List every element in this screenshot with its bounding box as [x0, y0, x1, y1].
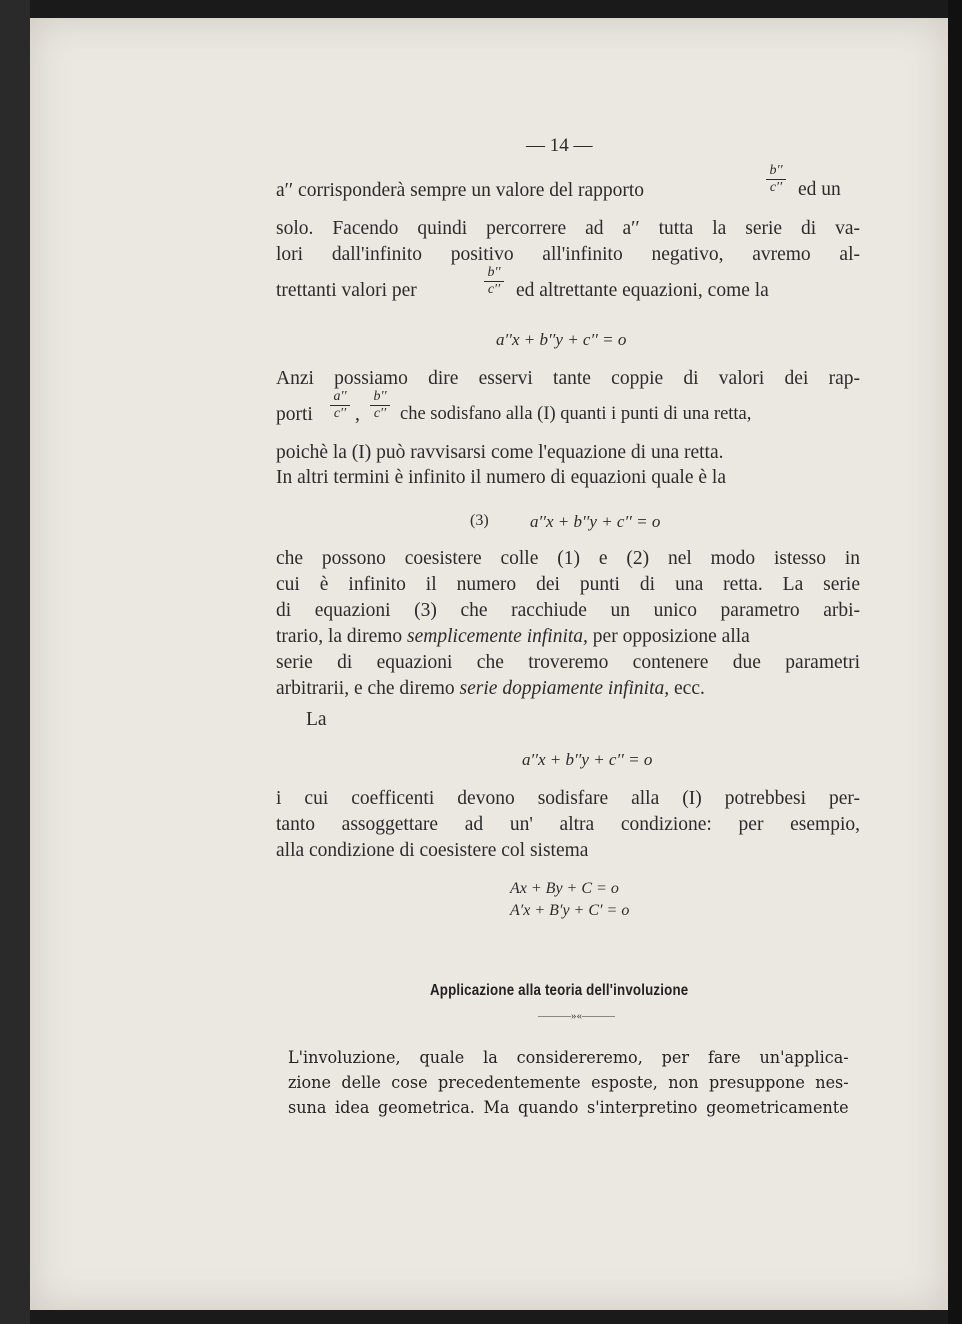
- fraction-a-over-c: [330, 390, 350, 421]
- fraction-numerator: a′′: [333, 389, 347, 404]
- text-line-15: serie di equazioni che troveremo contenere due parametri: [276, 652, 860, 673]
- text-line-4-b: ed altrettante equazioni, come la: [516, 280, 769, 301]
- text-line-14-c: per opposizione alla: [592, 626, 750, 647]
- text-line-13: di equazioni (3) che racchiude un unico parametro arbi-: [276, 600, 860, 621]
- fraction-denominator: c′′: [487, 282, 501, 297]
- text-line-2: solo. Facendo quindi percorrere ad a′′ tutta la serie di va-: [276, 218, 860, 239]
- text-line-21: alla condizione di coesistere col sistema: [276, 840, 589, 861]
- fraction-numerator: b′′: [769, 163, 783, 178]
- fraction-denominator: c′′: [373, 406, 387, 421]
- text-line-8: poichè la (I) può ravvisarsi come l'equazione di una retta.: [276, 442, 724, 463]
- text-line-17: La: [306, 709, 327, 730]
- equation-3: a′′x + b′′y + c′′ = o: [530, 512, 661, 531]
- text-line-16-c: ecc.: [674, 678, 705, 699]
- equation-la: a′′x + b′′y + c′′ = o: [522, 750, 653, 769]
- equation-3-label: (3): [470, 512, 489, 529]
- scan-right-edge: [948, 0, 962, 1324]
- text-line-20: tanto assoggettare ad un' altra condizione: per esempio,: [276, 814, 860, 835]
- scan-left-edge: [0, 0, 30, 1324]
- text-line-14-a: trario, la diremo: [276, 626, 403, 647]
- text-line-9: In altri termini è infinito il numero di equazioni quale è la: [276, 467, 726, 488]
- fraction-denominator: c′′: [769, 180, 783, 195]
- text-line-6: Anzi possiamo dire esservi tante coppie di valori dei rap-: [276, 368, 860, 389]
- text-line-7-c: che sodisfano alla (I) quanti i punti di una retta,: [400, 404, 752, 424]
- equation-1: a′′x + b′′y + c′′ = o: [496, 330, 627, 349]
- text-line-14: [276, 626, 860, 648]
- section-paragraph-line-1: L'involuzione, quale la considereremo, per fare un'applica-: [288, 1048, 849, 1067]
- fraction-b-over-c-3: [370, 390, 390, 421]
- text-line-16: [276, 678, 860, 700]
- text-line-11: che possono coesistere colle (1) e (2) nel modo istesso in: [276, 548, 860, 569]
- text-line-1-a: a′′ corrisponderà sempre un valore del rapporto: [276, 180, 645, 201]
- italic-serie-doppiamente-infinita: serie doppiamente infinita,: [459, 678, 670, 699]
- text-line-16-a: arbitrarii, e che diremo: [276, 678, 455, 699]
- section-title: Applicazione alla teoria dell'involuzione: [430, 982, 689, 999]
- text-line-1-b: ed un: [798, 179, 841, 200]
- fraction-numerator: b′′: [487, 265, 501, 280]
- text-line-4-a: trettanti valori per: [276, 280, 417, 301]
- section-paragraph-line-2: zione delle cose precedentemente esposte, non presuppone nes-: [288, 1073, 849, 1092]
- text-line-3: lori dall'infinito positivo all'infinito negativo, avremo al-: [276, 244, 860, 265]
- section-paragraph-line-3: suna idea geometrica. Ma quando s'interpretino geometricamente: [288, 1098, 849, 1117]
- page-number: — 14 —: [526, 135, 593, 156]
- system-equation-1: Ax + By + C = o: [510, 880, 619, 897]
- fraction-b-over-c-1: [766, 164, 786, 195]
- system-equation-2: A′x + B′y + C′ = o: [510, 902, 630, 919]
- text-line-7-a: porti: [276, 404, 313, 425]
- text-line-7-b: ,: [355, 404, 360, 425]
- section-ornament: ———»«———: [538, 1010, 615, 1022]
- fraction-b-over-c-2: [484, 266, 504, 297]
- text-line-19: i cui coefficenti devono sodisfare alla (I) potrebbesi per-: [276, 788, 860, 809]
- text-line-12: cui è infinito il numero dei punti di una retta. La serie: [276, 574, 860, 595]
- italic-semplicemente-infinita: semplicemente infinita,: [407, 626, 588, 647]
- fraction-numerator: b′′: [373, 389, 387, 404]
- fraction-denominator: c′′: [333, 406, 347, 421]
